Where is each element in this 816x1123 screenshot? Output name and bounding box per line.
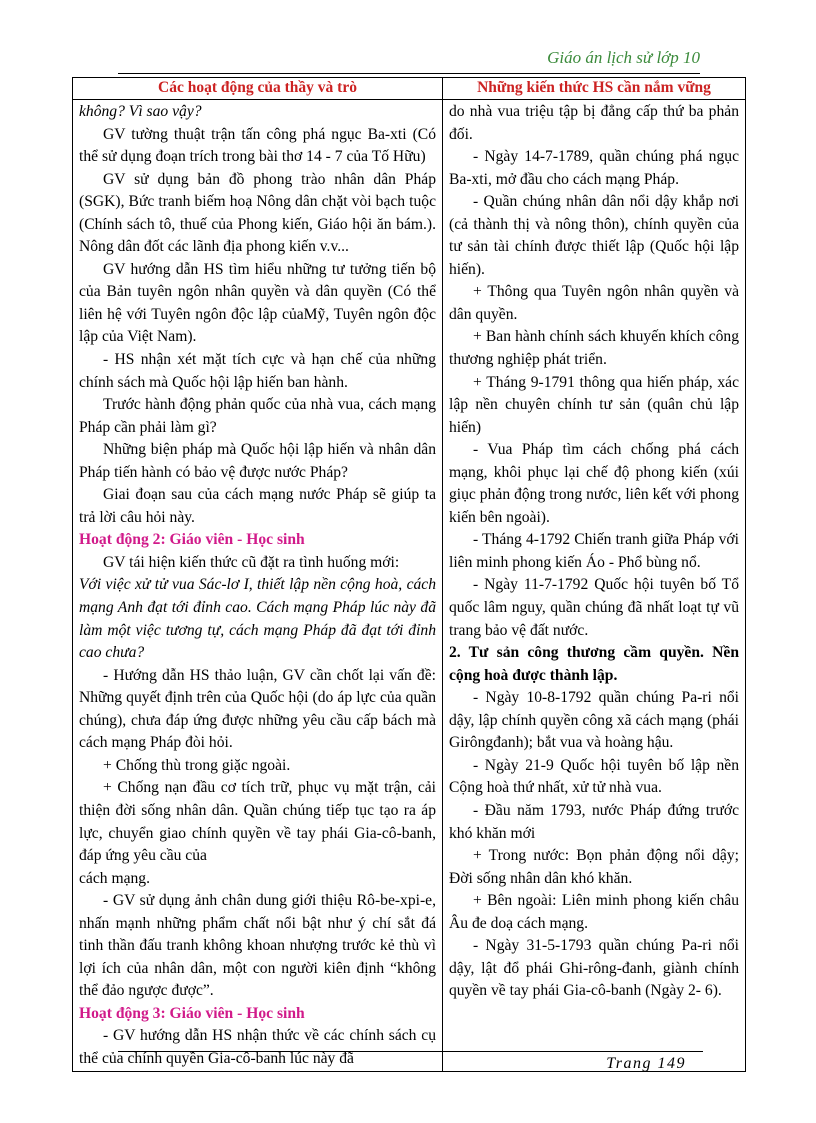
activity-paragraph: Trước hành động phản quốc của nhà vua, cách mạng Pháp cần phải làm gì? bbox=[79, 396, 436, 436]
right-column-cell bbox=[443, 100, 746, 1072]
teacher-activities-text bbox=[79, 101, 436, 1071]
knowledge-text bbox=[449, 101, 739, 1003]
activity-paragraph: + Chống nạn đầu cơ tích trữ, phục vụ mặt trận, cải thiện đời sống nhân dân. Quần chúng tiếp tục tạo ra áp lực, chuyển giao chính quyền về tay phái Gia-cô-banh, đáp ứng yêu cầu của bbox=[79, 779, 436, 865]
column-header-knowledge: Những kiến thức HS cần nắm vững bbox=[443, 78, 746, 100]
knowledge-paragraph: - Đầu năm 1793, nước Pháp đứng trước khó khăn mới bbox=[449, 801, 739, 842]
header-title: Giáo án lịch sử lớp 10 bbox=[547, 48, 700, 67]
knowledge-paragraph: - Vua Pháp tìm cách chống phá cách mạng, khôi phục lại chế độ phong kiến (xúi giục phản động trong nước, liên kết với phong kiến bên ngoài). bbox=[449, 441, 739, 526]
knowledge-paragraph: - Ngày 11-7-1792 Quốc hội tuyên bố Tổ quốc lâm nguy, quần chúng đã nhất loạt tự vũ trang bảo vệ đất nước. bbox=[449, 576, 739, 639]
activity-paragraph: không? Vì sao vậy? bbox=[79, 103, 202, 120]
header-rule bbox=[118, 73, 700, 74]
activity-paragraph: - GV hướng dẫn HS nhận thức về các chính sách cụ thể của chính quyền Gia-cô-banh lúc này đã bbox=[79, 1027, 436, 1067]
footer-rule bbox=[118, 1051, 703, 1052]
knowledge-paragraph: do nhà vua triệu tập bị đẳng cấp thứ ba phản đối. bbox=[449, 103, 739, 143]
activity-heading: Hoạt động 3: Giáo viên - Học sinh bbox=[79, 1004, 305, 1022]
activity-paragraph: - GV sử dụng ảnh chân dung giới thiệu Rô-be-xpi-e, nhấn mạnh những phẩm chất nổi bật như ý chí sắt đá tinh thần đấu tranh không khoan nhượng trước kẻ thù vì lợi ích của nhân dân, một con người kiên định “không thể đảo ngược được”. bbox=[79, 892, 436, 1000]
activity-paragraph: GV sử dụng bản đồ phong trào nhân dân Pháp (SGK), Bức tranh biếm hoạ Nông dân chặt vòi bạch tuộc (Chính sách tô, thuế của Phong kiến, Giáo hội ăn bám.). Nông dân đốt các lãnh địa phong kiến v.v... bbox=[79, 170, 436, 256]
knowledge-paragraph: + Ban hành chính sách khuyến khích công thương nghiệp phát triển. bbox=[449, 328, 739, 369]
knowledge-heading: 2. Tư sản công thương cầm quyền. Nền cộng hoà được thành lập. bbox=[449, 644, 739, 684]
knowledge-paragraph: - Ngày 14-7-1789, quần chúng phá ngục Ba-xti, mở đầu cho cách mạng Pháp. bbox=[449, 148, 739, 188]
activity-paragraph: Những biện pháp mà Quốc hội lập hiến và nhân dân Pháp tiến hành có bảo vệ được nước Pháp? bbox=[79, 441, 436, 481]
activity-heading: Hoạt động 2: Giáo viên - Học sinh bbox=[79, 531, 305, 549]
lesson-table bbox=[72, 77, 746, 1072]
activity-paragraph: GV hướng dẫn HS tìm hiểu những tư tưởng tiến bộ của Bản tuyên ngôn nhân quyền và dân quyền (Có thể liên hệ với Tuyên ngôn độc lập củaMỹ, Tuyên ngôn độc lập của Việt Nam). bbox=[79, 260, 436, 346]
activity-paragraph: - HS nhận xét mặt tích cực và hạn chế của những chính sách mà Quốc hội lập hiến ban hành. bbox=[79, 351, 436, 391]
knowledge-paragraph: - Tháng 4-1792 Chiến tranh giữa Pháp với liên minh phong kiến Áo - Phổ bùng nổ. bbox=[449, 531, 739, 571]
activity-paragraph: GV tường thuật trận tấn công phá ngục Ba-xti (Có thể sử dụng đoạn trích trong bài thơ 14 - 7 của Tố Hữu) bbox=[79, 125, 436, 166]
knowledge-paragraph: - Ngày 21-9 Quốc hội tuyên bố lập nền Cộng hoà thứ nhất, xử tử nhà vua. bbox=[449, 756, 739, 797]
activity-paragraph: Với việc xử tử vua Sác-lơ I, thiết lập nền cộng hoà, cách mạng Anh đạt tới đỉnh cao. Cách mạng Pháp lúc này đã làm một việc tương tự, cách mạng Pháp đã đạt tới đỉnh cao chưa? bbox=[79, 576, 436, 662]
activity-paragraph: cách mạng. bbox=[79, 869, 151, 887]
activity-paragraph: Giai đoạn sau của cách mạng nước Pháp sẽ giúp ta trả lời câu hỏi này. bbox=[79, 486, 436, 526]
knowledge-paragraph: - Ngày 31-5-1793 quần chúng Pa-ri nổi dậy, lật đổ phái Ghi-rông-đanh, giành chính quyền về tay phái Gia-cô-banh (Ngày 2- 6). bbox=[449, 937, 739, 1000]
knowledge-paragraph: + Bên ngoài: Liên minh phong kiến châu Âu đe doạ cách mạng. bbox=[449, 892, 739, 932]
knowledge-paragraph: + Trong nước: Bọn phản động nổi dậy; Đời sống nhân dân khó khăn. bbox=[449, 847, 739, 887]
knowledge-paragraph: + Tháng 9-1791 thông qua hiến pháp, xác lập nền chuyên chính tư sản (quân chủ lập hiến) bbox=[449, 373, 739, 436]
activity-paragraph: GV tái hiện kiến thức cũ đặt ra tình huống mới: bbox=[103, 553, 400, 571]
knowledge-paragraph: - Quần chúng nhân dân nổi dậy khắp nơi (cả thành thị và nông thôn), chính quyền của tư sản tài chính được thiết lập (Quốc hội lập hiến). bbox=[449, 193, 739, 278]
knowledge-paragraph: - Ngày 10-8-1792 quần chúng Pa-ri nổi dậy, lập chính quyền công xã cách mạng (phái Girôngđanh); bắt vua và hoàng hậu. bbox=[449, 689, 739, 752]
column-header-activities: Các hoạt động của thầy và trò bbox=[73, 78, 443, 100]
knowledge-paragraph: + Thông qua Tuyên ngôn nhân quyền và dân quyền. bbox=[449, 283, 739, 323]
page-number: Trang 149 bbox=[606, 1055, 686, 1072]
left-column-cell bbox=[73, 100, 443, 1072]
activity-paragraph: + Chống thù trong giặc ngoài. bbox=[103, 756, 291, 774]
activity-paragraph: - Hướng dẫn HS thảo luận, GV cần chốt lại vấn đề: Những quyết định trên của Quốc hội (do áp lực của quần chúng), chưa đáp ứng được những yêu cầu cấp bách mà cách mạng Pháp đòi hỏi. bbox=[79, 666, 436, 752]
